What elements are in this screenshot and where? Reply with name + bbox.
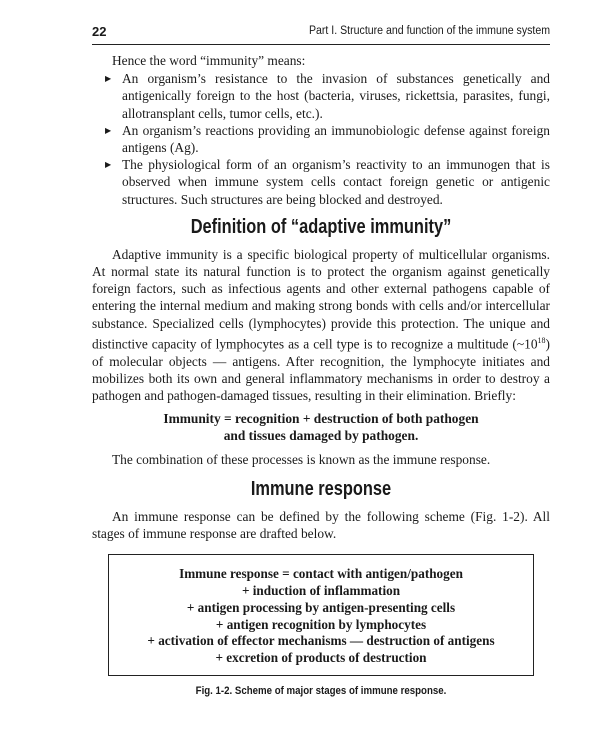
immune-response-paragraph: An immune response can be defined by the following scheme (Fig. 1-2). All stages of immune response are drafted below. [92,508,550,541]
scheme-line: + antigen recognition by lymphocytes [215,616,427,632]
adaptive-immunity-paragraph [92,246,550,404]
intro-text: Hence the word “immunity” means: [112,53,306,68]
paragraph-text: ) of molecular objects — antigens. After recognition, the lymphocyte initiates and mobilizes both its own and general inflammatory mechanisms in order to destroy a pathogen and pathogen-damaged tissues, resulting in their elimination. Briefly: [92,336,550,403]
scheme-line: + induction of inflammation [241,582,401,598]
running-header [92,24,550,45]
triangle-right-icon: ▶ [105,160,112,170]
figure-caption: Fig. 1-2. Scheme of major stages of immune response. [195,684,447,697]
section-heading-immune-response: Immune response [250,477,392,500]
formula-line: Immunity = recognition + destruction of both pathogen [163,411,479,427]
triangle-right-icon: ▶ [105,74,112,84]
scheme-line: + activation of effector mechanisms — destruction of antigens [147,633,495,649]
closing-text: The combination of these processes is known as the immune response. [112,451,491,467]
list-item-text: The physiological form of an organism’s reactivity to an immunogen that is observed when immune system cells contact foreign genetic or antigenic structures. Such structures are being blocked and destroyed. [122,157,550,207]
page-number: 22 [92,24,107,39]
scheme-line: + antigen processing by antigen-presenting cells [186,599,456,615]
section-heading-adaptive-immunity: Definition of “adaptive immunity” [190,215,452,238]
list-item-text: An organism’s resistance to the invasion of substances genetically and antigenically foreign to the host (bacteria, viruses, rickettsia, parasites, fungi, allotransplant cells, tumor cells, etc.). [122,71,550,121]
paragraph-text: Adaptive immunity is a specific biological property of multicellular organisms. At normal state its natural function is to protect the organism against genetically foreign factors, such as infectious agents and other external pathogens capable of entering the internal medium and making strong bonds with cells and/or intercellular substance. Specialized cells (lymphocytes) provide this protection. The unique and distinctive capacity of lymphocytes as a cell type is to recognize a multitude (~10 [92,246,550,352]
triangle-right-icon: ▶ [105,125,112,135]
definition-list [92,70,550,208]
exponent: 18 [537,335,546,345]
scheme-figure [108,554,534,676]
immunity-formula [92,410,550,444]
page-body [92,52,550,700]
list-item-text: An organism’s reactions providing an immunobiologic defense against foreign antigens (Ag). [122,122,550,156]
scheme-line: + excretion of products of destruction [215,650,427,666]
scheme-line: Immune response = contact with antigen/pathogen [179,566,463,582]
list-item [92,70,550,122]
list-item [92,156,550,208]
running-title: Part I. Structure and function of the immune system [308,25,550,37]
formula-line: and tissues damaged by pathogen. [223,428,419,444]
list-item [92,122,550,156]
